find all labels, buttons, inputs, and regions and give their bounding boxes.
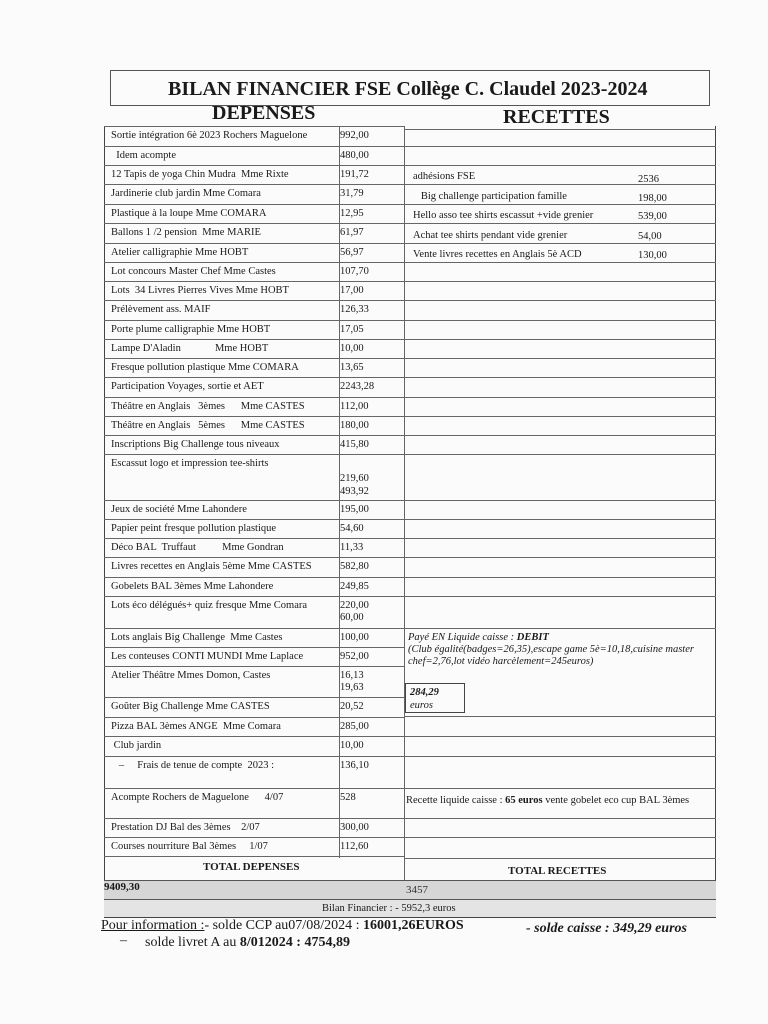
row-divider bbox=[104, 165, 404, 166]
depense-value: 17,00 bbox=[340, 285, 364, 296]
recette-label: adhésions FSE bbox=[413, 171, 476, 182]
depense-value: 528 bbox=[340, 792, 356, 803]
depense-value: 16,13 bbox=[340, 670, 364, 681]
depense-label: Théâtre en Anglais 5èmes Mme CASTES bbox=[111, 420, 305, 431]
row-divider bbox=[104, 538, 404, 539]
depense-label: Sortie intégration 6è 2023 Rochers Maguelone bbox=[111, 130, 308, 141]
row-divider bbox=[104, 358, 404, 359]
depense-label: Lots éco délégués+ quiz fresque Mme Comara bbox=[111, 600, 308, 611]
depense-label: Plastique à la loupe Mme COMARA bbox=[111, 208, 267, 219]
row-divider-right bbox=[404, 577, 716, 578]
row-divider bbox=[104, 697, 404, 698]
depense-value: 31,79 bbox=[340, 188, 364, 199]
cash-debit-note bbox=[408, 632, 708, 668]
row-divider-right bbox=[404, 146, 716, 147]
depense-value: 480,00 bbox=[340, 150, 369, 161]
depense-label: Papier peint fresque pollution plastique bbox=[111, 523, 277, 534]
row-divider bbox=[104, 300, 404, 301]
depense-label: Courses nourriture Bal 3èmes 1/07 bbox=[111, 841, 268, 852]
depense-label: Participation Voyages, sortie et AET bbox=[111, 381, 264, 392]
depense-label: Lampe D'Aladin Mme HOBT bbox=[111, 343, 269, 354]
recette-label: Vente livres recettes en Anglais 5è ACD bbox=[413, 249, 582, 260]
row-divider-right bbox=[404, 538, 716, 539]
bilan-financier: Bilan Financier : - 5952,3 euros bbox=[322, 903, 456, 914]
row-divider-right bbox=[404, 184, 716, 185]
depenses-recettes-divider bbox=[404, 126, 405, 880]
depense-label: Atelier Théâtre Mmes Domon, Castes bbox=[111, 670, 271, 681]
row-divider-right bbox=[404, 397, 716, 398]
row-divider-right bbox=[404, 596, 716, 597]
table-top-line-right bbox=[404, 129, 716, 130]
depense-label: Les conteuses CONTI MUNDI Mme Laplace bbox=[111, 651, 304, 662]
cash-debit-total-box bbox=[405, 683, 465, 713]
row-divider-right bbox=[404, 435, 716, 436]
row-divider bbox=[104, 519, 404, 520]
cash-debit-amount: 284,29 bbox=[410, 687, 439, 698]
depense-value-2: 19,63 bbox=[340, 682, 364, 693]
total-recettes-label: TOTAL RECETTES bbox=[508, 865, 607, 877]
row-divider-right bbox=[404, 223, 716, 224]
depense-value: 54,60 bbox=[340, 523, 364, 534]
row-divider bbox=[104, 243, 404, 244]
cash-debit-unit: euros bbox=[410, 700, 433, 711]
depense-value: 300,00 bbox=[340, 822, 369, 833]
row-divider-right bbox=[404, 716, 716, 717]
depense-value: 10,00 bbox=[340, 343, 364, 354]
depense-value-2: 493,92 bbox=[340, 486, 369, 497]
row-divider bbox=[104, 223, 404, 224]
depense-label: 12 Tapis de yoga Chin Mudra Mme Rixte bbox=[111, 169, 289, 180]
row-divider-right bbox=[404, 756, 716, 757]
row-divider-right bbox=[404, 736, 716, 737]
row-divider-right bbox=[404, 628, 716, 629]
cash-recette-label: Recette liquide caisse : bbox=[406, 795, 506, 806]
row-divider-right bbox=[404, 377, 716, 378]
depense-label: Idem acompte bbox=[111, 150, 177, 161]
recette-label: Big challenge participation famille bbox=[413, 191, 567, 202]
row-divider-right bbox=[404, 500, 716, 501]
depense-label: Ballons 1 /2 pension Mme MARIE bbox=[111, 227, 261, 238]
row-divider-right bbox=[404, 788, 716, 789]
row-divider bbox=[104, 666, 404, 667]
row-divider bbox=[104, 339, 404, 340]
row-divider-right bbox=[404, 165, 716, 166]
depense-label: Prélèvement ass. MAIF bbox=[111, 304, 211, 315]
row-divider bbox=[104, 416, 404, 417]
row-divider-right bbox=[404, 557, 716, 558]
row-divider bbox=[104, 647, 404, 648]
recette-value: 2536 bbox=[638, 174, 659, 185]
depense-label: Inscriptions Big Challenge tous niveaux bbox=[111, 439, 280, 450]
row-divider bbox=[104, 454, 404, 455]
table-top-line bbox=[104, 126, 404, 127]
row-divider bbox=[104, 557, 404, 558]
row-divider bbox=[104, 320, 404, 321]
depense-label: Jardinerie club jardin Mme Comara bbox=[111, 188, 261, 199]
row-divider bbox=[104, 818, 404, 819]
depense-value: 220,00 bbox=[340, 600, 369, 611]
row-divider bbox=[104, 184, 404, 185]
depense-label: – Frais de tenue de compte 2023 : bbox=[111, 760, 275, 771]
depense-value: 12,95 bbox=[340, 208, 364, 219]
info-livret-value: 8/012024 : 4754,89 bbox=[239, 935, 350, 950]
info-ccp-text: - solde CCP au07/08/2024 : bbox=[204, 918, 363, 933]
row-divider bbox=[104, 500, 404, 501]
depense-label: Atelier calligraphie Mme HOBT bbox=[111, 247, 249, 258]
cash-recette-desc: vente gobelet eco cup BAL 3èmes bbox=[542, 795, 690, 806]
depense-label: Goûter Big Challenge Mme CASTES bbox=[111, 701, 270, 712]
recette-value: 130,00 bbox=[638, 250, 667, 261]
depense-value: 195,00 bbox=[340, 504, 369, 515]
depense-label: Jeux de société Mme Lahondere bbox=[111, 504, 247, 515]
depense-value: 285,00 bbox=[340, 721, 369, 732]
document-title: BILAN FINANCIER FSE Collège C. Claudel 2023-2024 bbox=[168, 78, 648, 100]
row-divider-right bbox=[404, 320, 716, 321]
depense-value: 11,33 bbox=[340, 542, 364, 553]
depense-label: Acompte Rochers de Maguelone 4/07 bbox=[111, 792, 284, 803]
depense-value: 107,70 bbox=[340, 266, 369, 277]
row-divider-right bbox=[404, 339, 716, 340]
row-divider bbox=[104, 146, 404, 147]
depense-label: Lots anglais Big Challenge Mme Castes bbox=[111, 632, 283, 643]
cash-debit-label: Payé EN Liquide caisse : bbox=[408, 632, 517, 643]
depense-value: 56,97 bbox=[340, 247, 364, 258]
depense-label: Pizza BAL 3èmes ANGE Mme Comara bbox=[111, 721, 281, 732]
total-recettes-value: 3457 bbox=[406, 884, 428, 896]
row-divider-right bbox=[404, 818, 716, 819]
total-depenses-label: TOTAL DEPENSES bbox=[203, 861, 300, 873]
depense-value: 992,00 bbox=[340, 130, 369, 141]
row-divider bbox=[104, 788, 404, 789]
info-label: Pour information : bbox=[101, 918, 205, 933]
depense-label: Théâtre en Anglais 3èmes Mme CASTES bbox=[111, 401, 305, 412]
info-livret bbox=[145, 935, 350, 951]
info-livret-dash: – bbox=[120, 933, 127, 948]
row-divider bbox=[104, 837, 404, 838]
info-livret-text: solde livret A au bbox=[145, 935, 240, 950]
row-divider bbox=[104, 281, 404, 282]
depense-value: 415,80 bbox=[340, 439, 369, 450]
depense-label: Déco BAL Truffaut Mme Gondran bbox=[111, 542, 284, 553]
row-divider-right bbox=[404, 519, 716, 520]
cash-recette-note bbox=[406, 795, 706, 807]
row-divider bbox=[104, 717, 404, 718]
depense-value: 10,00 bbox=[340, 740, 364, 751]
row-divider bbox=[104, 204, 404, 205]
depense-value: 249,85 bbox=[340, 581, 369, 592]
depense-label: Porte plume calligraphie Mme HOBT bbox=[111, 324, 271, 335]
row-divider-right bbox=[404, 204, 716, 205]
depense-value: 136,10 bbox=[340, 760, 369, 771]
cash-recette-amount: 65 euros bbox=[505, 795, 543, 806]
depense-label: Lot concours Master Chef Mme Castes bbox=[111, 266, 276, 277]
row-divider-right bbox=[404, 858, 716, 859]
total-depenses-value: 9409,30 bbox=[104, 881, 140, 893]
depense-value: 13,65 bbox=[340, 362, 364, 373]
row-divider-right bbox=[404, 262, 716, 263]
depense-label: Gobelets BAL 3èmes Mme Lahondere bbox=[111, 581, 274, 592]
cash-debit-word: DEBIT bbox=[516, 632, 549, 643]
row-divider-right bbox=[404, 837, 716, 838]
row-divider bbox=[104, 628, 404, 629]
depense-value: 126,33 bbox=[340, 304, 369, 315]
row-divider bbox=[104, 397, 404, 398]
cash-debit-details: (Club égalité(badges=26,35),escape game 5è=10,18,cuisine master chef=2,76,lot vidéo harcèlement=245euros) bbox=[408, 644, 694, 667]
info-caisse-text: - solde caisse : 349,29 euros bbox=[526, 921, 687, 936]
row-divider bbox=[104, 756, 404, 757]
row-divider bbox=[104, 596, 404, 597]
info-caisse bbox=[526, 921, 687, 937]
depense-label: Fresque pollution plastique Mme COMARA bbox=[111, 362, 299, 373]
row-divider-right bbox=[404, 454, 716, 455]
depense-label: Lots 34 Livres Pierres Vives Mme HOBT bbox=[111, 285, 289, 296]
row-divider bbox=[104, 736, 404, 737]
depense-label: Club jardin bbox=[111, 740, 162, 751]
row-divider-right bbox=[404, 358, 716, 359]
depense-value: 180,00 bbox=[340, 420, 369, 431]
depense-value: 20,52 bbox=[340, 701, 364, 712]
info-ccp-value: 16001,26EUROS bbox=[362, 918, 464, 933]
depense-value: 112,00 bbox=[340, 401, 369, 412]
recette-value: 54,00 bbox=[638, 231, 662, 242]
row-divider-right bbox=[404, 243, 716, 244]
depense-value: 61,97 bbox=[340, 227, 364, 238]
row-divider bbox=[104, 435, 404, 436]
depense-label: Prestation DJ Bal des 3èmes 2/07 bbox=[111, 822, 260, 833]
recettes-header: RECETTES bbox=[503, 106, 610, 128]
depense-label: Escassut logo et impression tee-shirts bbox=[111, 458, 269, 469]
recette-label: Achat tee shirts pendant vide grenier bbox=[413, 230, 568, 241]
depense-value: 100,00 bbox=[340, 632, 369, 643]
row-divider bbox=[104, 262, 404, 263]
row-divider bbox=[104, 577, 404, 578]
info-ccp bbox=[101, 918, 464, 934]
depense-label: Livres recettes en Anglais 5ème Mme CASTES bbox=[111, 561, 312, 572]
depense-value: 17,05 bbox=[340, 324, 364, 335]
row-divider bbox=[104, 377, 404, 378]
depense-value: 2243,28 bbox=[340, 381, 375, 392]
recette-value: 198,00 bbox=[638, 193, 667, 204]
recette-value: 539,00 bbox=[638, 211, 667, 222]
depense-value: 952,00 bbox=[340, 651, 369, 662]
row-divider-right bbox=[404, 281, 716, 282]
depense-value: 191,72 bbox=[340, 169, 369, 180]
row-divider-right bbox=[404, 416, 716, 417]
depenses-header: DEPENSES bbox=[212, 102, 316, 124]
depense-value: 219,60 bbox=[340, 473, 369, 484]
depense-value: 582,80 bbox=[340, 561, 369, 572]
depense-value: 112,60 bbox=[340, 841, 369, 852]
row-divider bbox=[104, 856, 404, 857]
recette-label: Hello asso tee shirts escassut +vide grenier bbox=[413, 210, 594, 221]
row-divider-right bbox=[404, 300, 716, 301]
depense-value-2: 60,00 bbox=[340, 612, 364, 623]
